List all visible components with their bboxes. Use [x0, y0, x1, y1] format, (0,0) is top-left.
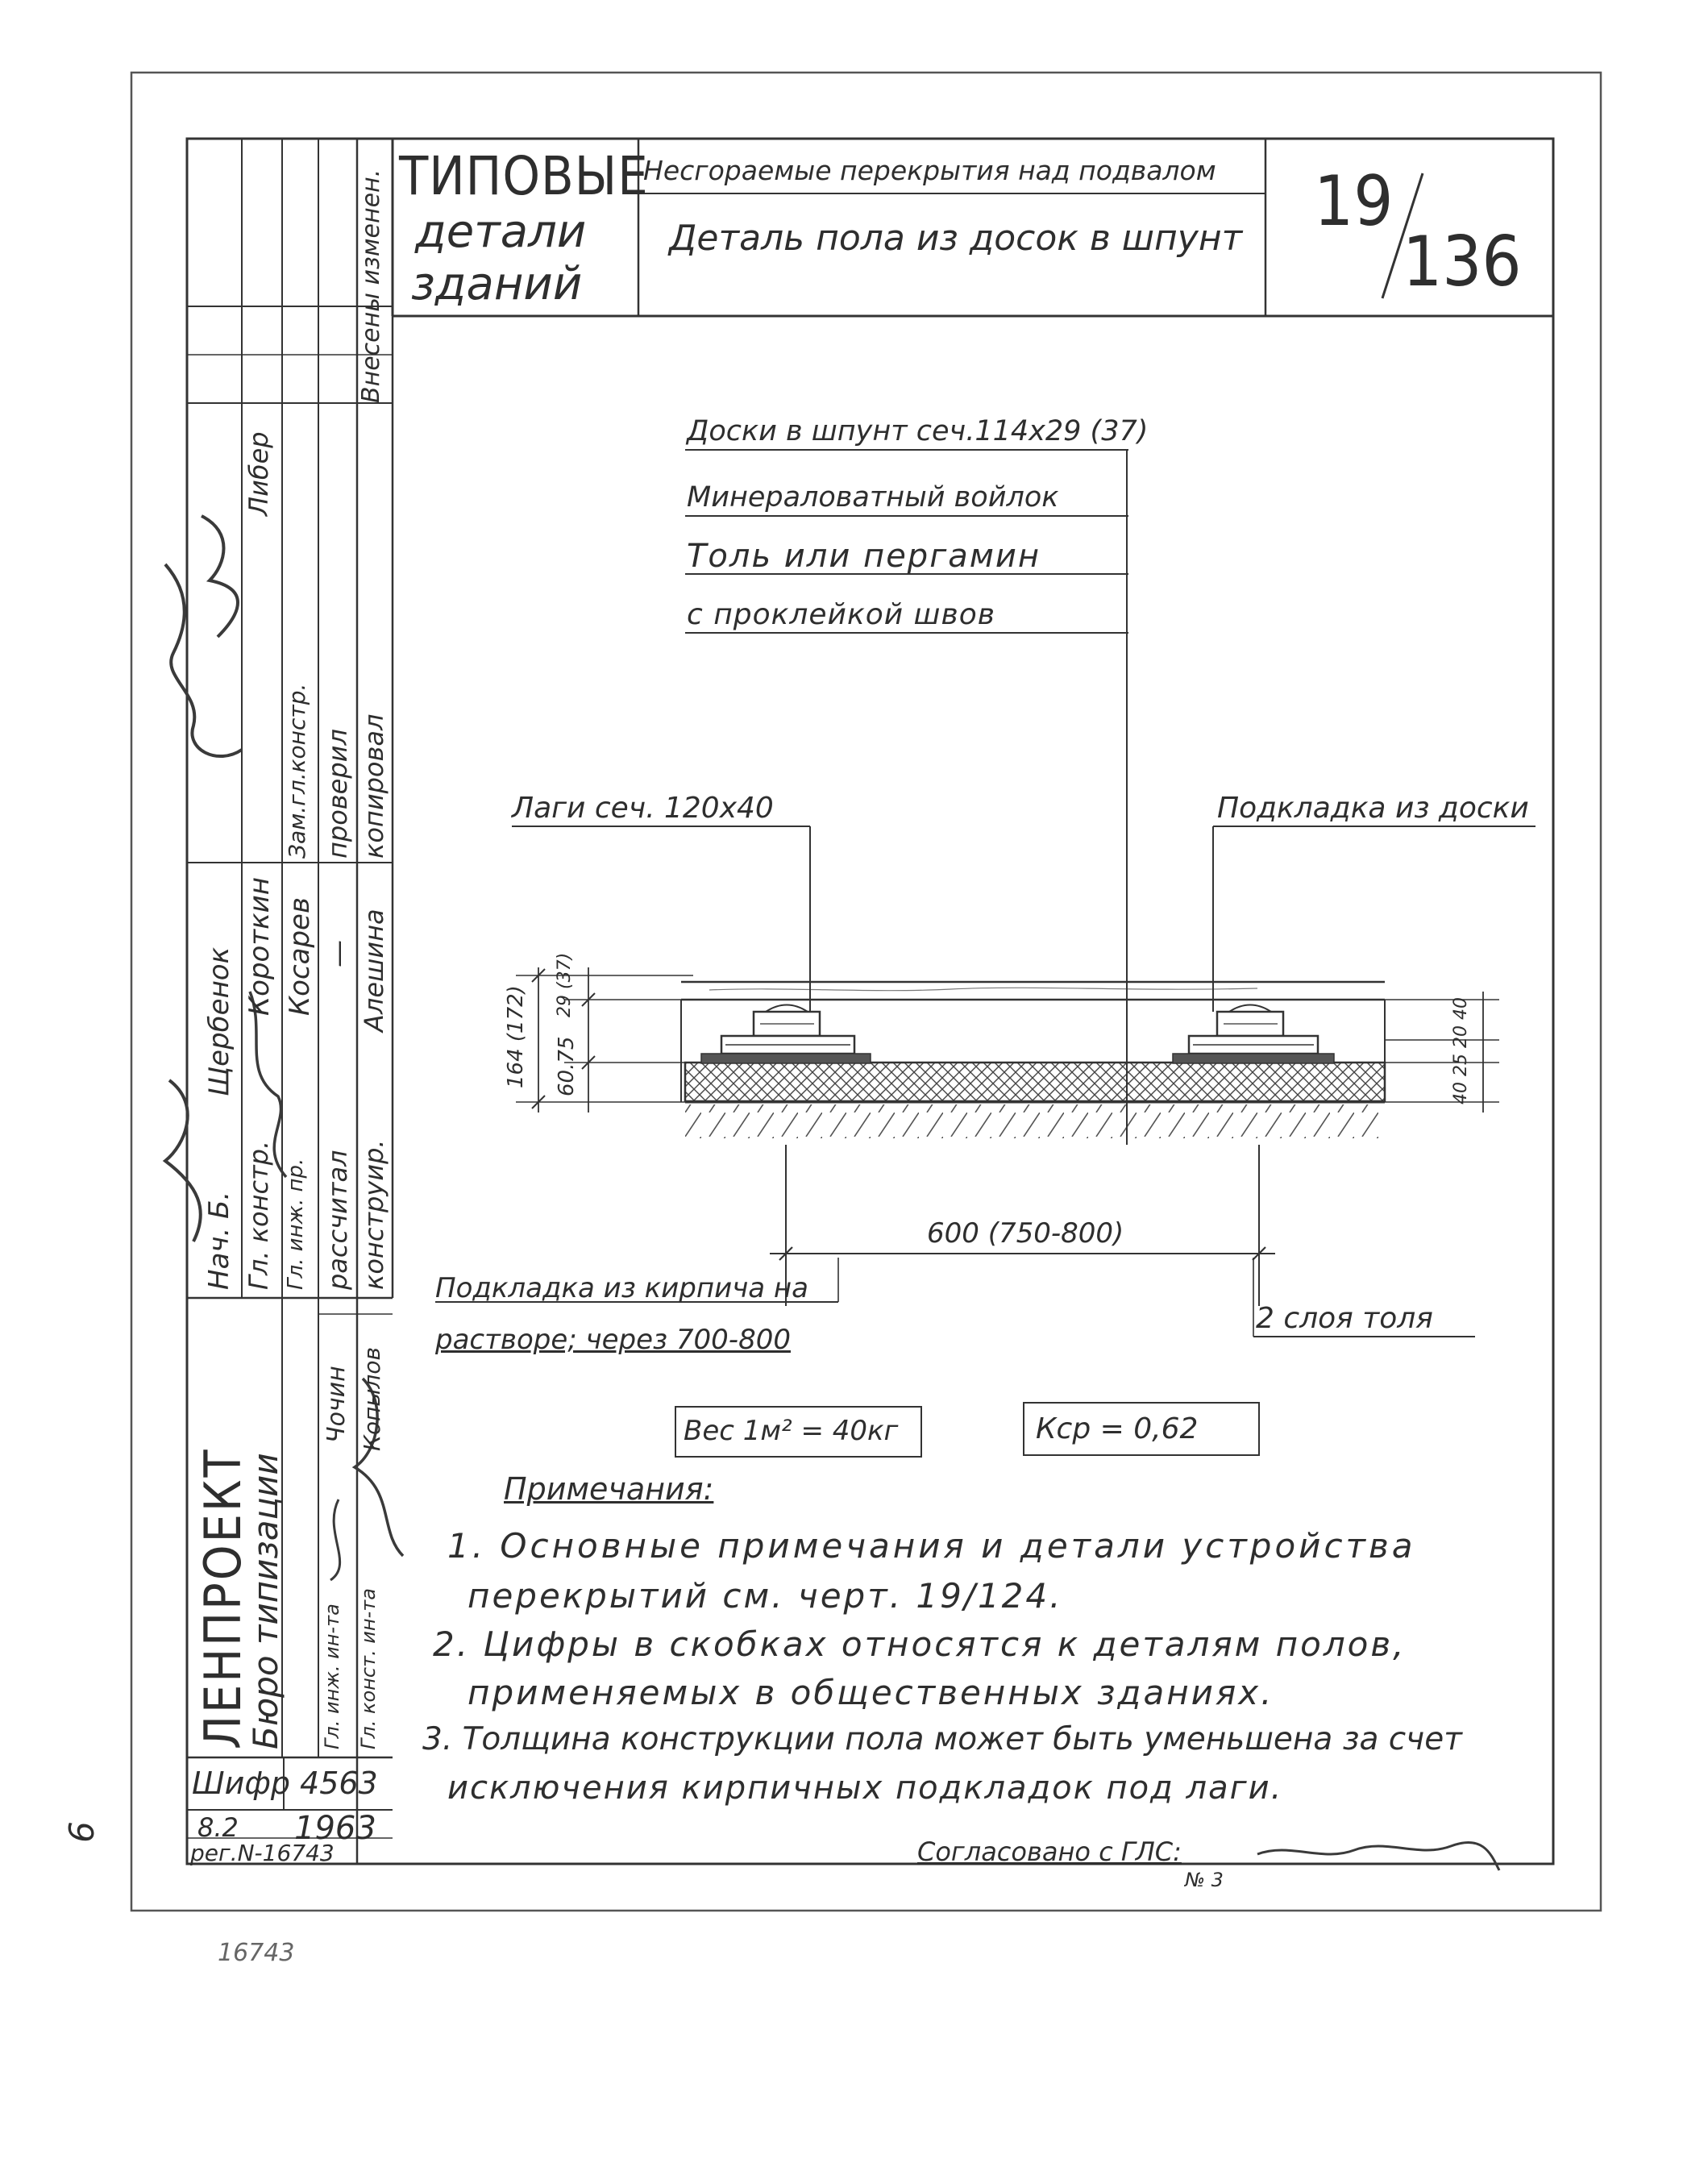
changes-header: Внесены изменен. [357, 168, 385, 403]
approval-signature [1257, 1842, 1499, 1870]
series-title-line1: ТИПОВЫЕ [399, 145, 649, 207]
stamp-role-chief-project-engineer: Гл. инж. пр. [284, 1158, 308, 1290]
stamp-role-head: Нач. Б. [203, 1191, 235, 1290]
note-line-4: применяемых в общественных зданиях. [468, 1673, 1274, 1712]
stamp-role-copied: копировал [359, 713, 389, 859]
stamp-role-chief-engineer: Зам.гл.констр. [284, 683, 310, 859]
note-line-1: 1. Основные примечания и детали устройства [447, 1526, 1416, 1566]
pad-label: Подкладка из доски [1217, 792, 1529, 825]
note-line-2: перекрытий см. черт. 19/124. [468, 1576, 1063, 1616]
dim-top-board: 29 (37) [555, 952, 575, 1017]
layer-label-boards: Доски в шпунт сеч.114х29 (37) [687, 415, 1149, 447]
signature-scribble-2 [202, 516, 238, 637]
layer-label-seams: с проклейкой швов [687, 598, 995, 631]
layer-label-mineral-wool: Минераловатный войлок [687, 481, 1059, 514]
stamp-year: 1963 [294, 1810, 376, 1847]
series-title-line3: зданий [411, 258, 583, 310]
stamp-name-aleshina: Алешина [359, 909, 389, 1032]
series-title-line2: детали [415, 206, 587, 258]
drawing-subject: Несгораемые перекрытия над подвалом [643, 155, 1216, 186]
note-line-3: 2. Цифры в скобках относятся к деталям полов, [433, 1624, 1407, 1664]
stamp-name-kosarev: Косарев [284, 896, 316, 1016]
stamp-role-chief-designer: Гл. констр. [243, 1140, 274, 1290]
notes-heading: Примечания: [504, 1471, 714, 1507]
drawing-title: Деталь пола из досок в шпунт [669, 218, 1243, 259]
signature-scribble-3 [165, 1080, 201, 1241]
dim-right-chain: 40 25 20 40 [1451, 997, 1471, 1104]
stamp-name-chochin: Чочин [322, 1366, 351, 1443]
roofing-layers-label: 2 слоя толя [1256, 1302, 1433, 1335]
bureau-name: Бюро типизации [246, 1453, 285, 1749]
signature-scribble-6 [330, 1499, 340, 1580]
stamp-name-liber: Либер [243, 431, 274, 516]
slab-hatch [685, 1063, 1385, 1101]
stamp-name-dash: — [322, 940, 355, 967]
registration-number: рег.N-16743 [190, 1840, 335, 1866]
stamp-role-checked: проверил [322, 729, 353, 859]
brick-pad-label-line1: Подкладка из кирпича на [435, 1272, 808, 1304]
stamp-code: 8.2 [197, 1812, 239, 1843]
stamp-name-shcherbenok: Щербенок [203, 946, 235, 1096]
stamp-role-calculated: рассчитал [322, 1150, 353, 1290]
signature-scribble-1 [165, 564, 242, 756]
joist-label: Лаги сеч. 120х40 [512, 792, 774, 825]
approval-label: Согласовано с ГЛС: [917, 1836, 1182, 1867]
stamp-role-designed: конструир. [359, 1139, 389, 1290]
spacing-dimension: 600 (750-800) [927, 1217, 1124, 1250]
approval-number: № 3 [1185, 1869, 1224, 1891]
stamp-name-kopylov: Копылов [359, 1347, 385, 1451]
stamp-name-korotkin: Короткин [243, 877, 276, 1016]
weight-value: Вес 1м² = 40кг [684, 1415, 899, 1447]
cipher-number: Шифр 4563 [192, 1765, 378, 1801]
stamp-role-institute-engineer: Гл. инж. ин-та [321, 1603, 343, 1749]
stamp-role-institute-designer: Гл. конст. ин-та [357, 1588, 380, 1749]
dim-mid-height: 60.75 [555, 1036, 579, 1096]
margin-page-number: 6 [61, 1821, 102, 1843]
sheet-series: 19 [1314, 161, 1394, 242]
org-name: ЛЕНПРОЕКТ [193, 1447, 252, 1749]
kcp-value: Кср = 0,62 [1036, 1412, 1199, 1445]
bottom-archive-number: 16743 [218, 1939, 295, 1967]
brick-pad-label-line2: растворе; через 700-800 [435, 1324, 791, 1356]
note-line-6: исключения кирпичных подкладок под лаги. [447, 1770, 1283, 1807]
note-line-5: 3. Толщина конструкции пола может быть уменьшена за счет [422, 1721, 1462, 1757]
sheet-number: 136 [1403, 222, 1522, 302]
dim-total-height: 164 (172) [504, 985, 528, 1088]
layer-label-roofing: Толь или пергамин [687, 538, 1041, 575]
